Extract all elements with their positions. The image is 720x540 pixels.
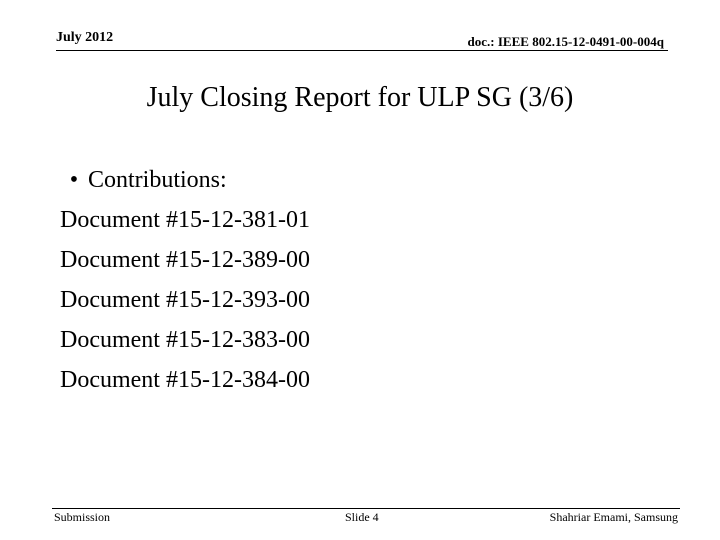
document-line: Document #15-12-381-01 bbox=[60, 207, 310, 233]
document-line: Document #15-12-389-00 bbox=[60, 247, 310, 273]
slide-content bbox=[60, 160, 310, 400]
footer-slide-number: Slide 4 bbox=[345, 510, 379, 524]
document-line: Document #15-12-383-00 bbox=[60, 327, 310, 353]
bullet-item bbox=[60, 160, 310, 200]
slide-title: July Closing Report for ULP SG (3/6) bbox=[146, 82, 574, 113]
header-rule bbox=[56, 50, 668, 51]
footer-submission: Submission bbox=[54, 510, 111, 524]
bullet-dot: • bbox=[69, 167, 79, 193]
document-line: Document #15-12-384-00 bbox=[60, 367, 310, 393]
document-line: Document #15-12-393-00 bbox=[60, 287, 310, 313]
footer-author: Shahriar Emami, Samsung bbox=[549, 510, 678, 524]
header-doc-id: doc.: IEEE 802.15-12-0491-00-004q bbox=[467, 34, 664, 49]
header-date: July 2012 bbox=[56, 30, 114, 45]
bullet-text: Contributions: bbox=[88, 167, 227, 193]
footer-rule bbox=[52, 508, 680, 509]
